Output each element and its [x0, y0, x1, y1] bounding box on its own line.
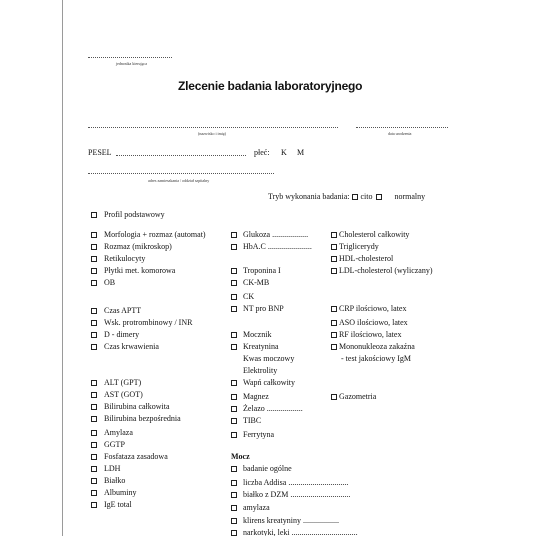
- test-item[interactable]: [231, 242, 312, 252]
- test-checkbox[interactable]: [231, 492, 237, 498]
- test-checkbox[interactable]: [231, 466, 237, 472]
- test-item[interactable]: [231, 404, 303, 414]
- test-label: CK-MB: [243, 278, 270, 287]
- patient-name-field[interactable]: [88, 127, 338, 128]
- test-checkbox[interactable]: [331, 244, 337, 250]
- test-label: amylaza: [243, 503, 270, 512]
- test-label: HDL-cholesterol: [339, 254, 394, 263]
- test-label: Kwas moczowy: [243, 354, 295, 363]
- test-label: Płytki met. komorowa: [104, 266, 176, 275]
- test-item[interactable]: [331, 254, 393, 264]
- test-item[interactable]: [91, 318, 192, 328]
- test-item[interactable]: [231, 490, 350, 500]
- test-label: Czas krwawienia: [104, 342, 159, 351]
- test-label: IgE total: [104, 500, 132, 509]
- test-checkbox[interactable]: [231, 294, 237, 300]
- test-item[interactable]: [91, 278, 115, 288]
- test-checkbox[interactable]: [91, 344, 97, 350]
- test-label: białko z DZM ..............................: [243, 490, 351, 499]
- test-item[interactable]: [91, 342, 159, 352]
- cito-checkbox[interactable]: [352, 194, 358, 200]
- test-checkbox[interactable]: [231, 518, 237, 524]
- test-checkbox[interactable]: [231, 406, 237, 412]
- test-item: [231, 366, 277, 376]
- normal-checkbox[interactable]: [376, 194, 382, 200]
- test-item[interactable]: [231, 464, 292, 474]
- test-checkbox[interactable]: [231, 380, 237, 386]
- test-label: Glukoza ..................: [243, 230, 309, 239]
- test-label: Wsk. protrombinowy / INR: [104, 318, 193, 327]
- page-edge-line: [62, 0, 63, 536]
- test-item[interactable]: [331, 330, 401, 340]
- test-checkbox[interactable]: [331, 268, 337, 274]
- test-label: Bilirubina całkowita: [104, 402, 170, 411]
- test-checkbox[interactable]: [91, 320, 97, 326]
- test-checkbox[interactable]: [231, 268, 237, 274]
- test-item: [341, 354, 411, 364]
- test-label: narkotyki, leki .................................: [243, 528, 358, 536]
- test-item[interactable]: [231, 278, 269, 288]
- test-label: Triglicerydy: [339, 242, 379, 251]
- form-title: Zlecenie badania laboratoryjnego: [178, 79, 363, 93]
- test-label: D - dimery: [104, 330, 140, 339]
- test-item[interactable]: [231, 304, 284, 314]
- test-item[interactable]: [91, 464, 120, 474]
- test-label: Retikulocyty: [104, 254, 146, 263]
- sex-label: płeć:: [254, 148, 270, 157]
- execution-mode-row: [268, 192, 425, 202]
- test-checkbox[interactable]: [91, 478, 97, 484]
- test-label: Rozmaz (mikroskop): [104, 242, 172, 251]
- test-checkbox[interactable]: [91, 404, 97, 410]
- test-item[interactable]: [91, 500, 132, 510]
- test-checkbox[interactable]: [231, 480, 237, 486]
- test-label: Profil podstawowy: [104, 210, 165, 219]
- test-checkbox[interactable]: [91, 430, 97, 436]
- test-item[interactable]: [91, 254, 145, 264]
- test-checkbox[interactable]: [91, 256, 97, 262]
- test-label: liczba Addisa ..............................: [243, 478, 349, 487]
- test-item[interactable]: [231, 528, 358, 536]
- test-item[interactable]: [231, 478, 348, 488]
- test-label: Morfologia + rozmaz (automat): [104, 230, 206, 239]
- test-checkbox[interactable]: [91, 466, 97, 472]
- test-checkbox[interactable]: [91, 232, 97, 238]
- test-checkbox[interactable]: [231, 530, 237, 536]
- referring-unit-field[interactable]: [88, 57, 172, 58]
- test-checkbox[interactable]: [91, 442, 97, 448]
- address-field[interactable]: [88, 173, 274, 174]
- test-item[interactable]: [231, 416, 261, 426]
- test-label: HbA.C ......................: [243, 242, 312, 251]
- test-item[interactable]: [331, 230, 409, 240]
- test-checkbox[interactable]: [331, 306, 337, 312]
- test-checkbox[interactable]: [91, 416, 97, 422]
- test-label: LDH: [104, 464, 121, 473]
- test-item[interactable]: [91, 428, 133, 438]
- test-checkbox[interactable]: [331, 256, 337, 262]
- test-label: Cholesterol całkowity: [339, 230, 410, 239]
- test-label: CK: [243, 292, 255, 301]
- test-checkbox[interactable]: [231, 505, 237, 511]
- test-label: Amylaza: [104, 428, 133, 437]
- test-label: AST (GOT): [104, 390, 143, 399]
- test-checkbox[interactable]: [331, 320, 337, 326]
- test-item[interactable]: [231, 516, 339, 526]
- patient-name-caption: (nazwisko i imię): [198, 131, 226, 136]
- urine-heading: Mocz: [231, 452, 250, 461]
- test-checkbox[interactable]: [231, 394, 237, 400]
- test-item[interactable]: [231, 430, 274, 440]
- test-item[interactable]: [231, 392, 269, 402]
- test-item[interactable]: [231, 378, 295, 388]
- test-item[interactable]: [331, 266, 433, 276]
- referring-unit-caption: jednostka kierująca: [116, 61, 147, 66]
- test-item[interactable]: [331, 392, 376, 402]
- test-item[interactable]: [231, 266, 281, 276]
- test-checkbox[interactable]: [91, 280, 97, 286]
- test-item[interactable]: [231, 292, 254, 302]
- pesel-field[interactable]: [116, 155, 246, 156]
- test-checkbox[interactable]: [91, 490, 97, 496]
- test-label: Fosfataza zasadowa: [104, 452, 168, 461]
- test-checkbox[interactable]: [91, 268, 97, 274]
- test-item[interactable]: [91, 378, 141, 388]
- test-checkbox[interactable]: [231, 344, 237, 350]
- test-item[interactable]: [231, 330, 271, 340]
- test-checkbox[interactable]: [91, 380, 97, 386]
- test-label: Ferrytyna: [243, 430, 275, 439]
- test-label: LDL-cholesterol (wyliczany): [339, 266, 433, 275]
- test-label: Czas APTT: [104, 306, 142, 315]
- test-item[interactable]: [91, 414, 181, 424]
- test-checkbox[interactable]: [231, 432, 237, 438]
- test-item[interactable]: [231, 503, 270, 513]
- test-checkbox[interactable]: [91, 244, 97, 250]
- execution-mode-label: Tryb wykonania badania:: [268, 192, 350, 201]
- test-item[interactable]: [91, 402, 170, 412]
- birth-date-field[interactable]: [356, 127, 448, 128]
- test-item[interactable]: [91, 330, 139, 340]
- test-label: Elektrolity: [243, 366, 278, 375]
- birth-date-caption: data urodzenia: [388, 131, 412, 136]
- test-item[interactable]: [91, 476, 125, 486]
- test-checkbox[interactable]: [231, 244, 237, 250]
- pesel-label: PESEL: [88, 148, 112, 157]
- test-label: badanie ogólne: [243, 464, 292, 473]
- test-item[interactable]: [91, 266, 175, 276]
- test-label: Magnez: [243, 392, 269, 401]
- test-label: Mocznik: [243, 330, 272, 339]
- test-label: Gazometria: [339, 392, 377, 401]
- test-item[interactable]: [91, 242, 172, 252]
- test-label: RF ilościowo, latex: [339, 330, 402, 339]
- test-label: GGTP: [104, 440, 125, 449]
- test-label: klirens kreatyniny ..................: [243, 516, 339, 525]
- test-label: - test jakościowy IgM: [341, 354, 411, 363]
- test-checkbox[interactable]: [231, 280, 237, 286]
- test-checkbox[interactable]: [231, 306, 237, 312]
- test-checkbox[interactable]: [331, 394, 337, 400]
- test-label: Białko: [104, 476, 126, 485]
- test-item[interactable]: [331, 342, 415, 352]
- test-label: CRP ilościowo, latex: [339, 304, 407, 313]
- address-caption: adres zamieszkania / oddział szpitalny: [148, 178, 210, 183]
- test-item[interactable]: [91, 390, 143, 400]
- test-item[interactable]: [91, 210, 165, 220]
- normal-label: normalny: [394, 192, 426, 201]
- test-checkbox[interactable]: [91, 454, 97, 460]
- test-item[interactable]: [231, 342, 279, 352]
- test-item[interactable]: [231, 230, 308, 240]
- test-item[interactable]: [91, 306, 141, 316]
- test-item[interactable]: [91, 488, 136, 498]
- test-label: Żelazo ..................: [243, 404, 303, 413]
- test-checkbox[interactable]: [91, 212, 97, 218]
- test-checkbox[interactable]: [231, 332, 237, 338]
- test-label: Kreatynina: [243, 342, 279, 351]
- test-checkbox[interactable]: [91, 392, 97, 398]
- test-label: Mononukleoza zakaźna: [339, 342, 415, 351]
- test-item[interactable]: [91, 440, 125, 450]
- test-item[interactable]: [91, 452, 168, 462]
- test-checkbox[interactable]: [331, 344, 337, 350]
- test-label: TIBC: [243, 416, 262, 425]
- test-label: OB: [104, 278, 116, 287]
- sex-option-k[interactable]: K: [281, 148, 287, 157]
- test-checkbox[interactable]: [331, 332, 337, 338]
- cito-label: cito: [360, 192, 373, 201]
- test-checkbox[interactable]: [91, 308, 97, 314]
- test-label: ASO ilościowo, latex: [339, 318, 408, 327]
- test-label: Troponina I: [243, 266, 281, 275]
- test-label: Albuminy: [104, 488, 137, 497]
- test-checkbox[interactable]: [91, 332, 97, 338]
- test-label: Bilirubina bezpośrednia: [104, 414, 181, 423]
- test-checkbox[interactable]: [331, 232, 337, 238]
- test-checkbox[interactable]: [91, 502, 97, 508]
- test-item[interactable]: [331, 242, 379, 252]
- test-item: [231, 354, 294, 364]
- test-item[interactable]: [91, 230, 206, 240]
- test-item[interactable]: [331, 318, 408, 328]
- test-label: NT pro BNP: [243, 304, 284, 313]
- sex-option-m[interactable]: M: [297, 148, 305, 157]
- test-checkbox[interactable]: [231, 232, 237, 238]
- test-item[interactable]: [331, 304, 406, 314]
- test-checkbox[interactable]: [231, 418, 237, 424]
- test-label: ALT (GPT): [104, 378, 142, 387]
- test-label: Wapń całkowity: [243, 378, 296, 387]
